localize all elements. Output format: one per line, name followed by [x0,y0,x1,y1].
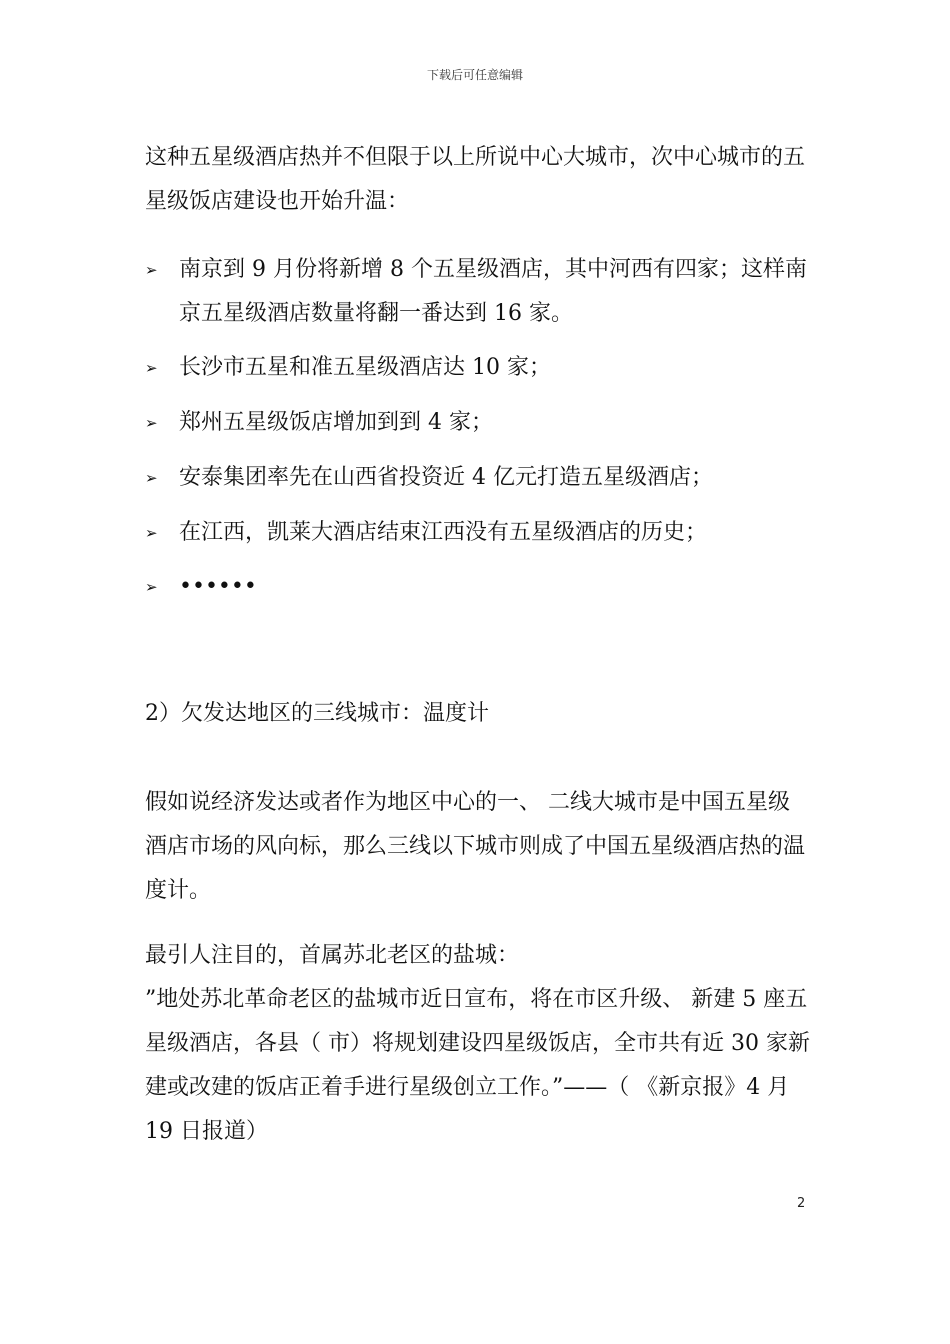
list-item [145,248,810,336]
list-item [145,565,810,609]
arrow-bullet-icon: ➢ [145,261,158,279]
body-paragraph: 假如说经济发达或者作为地区中心的一、 二线大城市是中国五星级酒店市场的风向标，那么三线以下城市则成了中国五星级酒店热的温度计。 [145,790,806,903]
page-header: 下载后可任意编辑 [426,68,523,82]
section-heading: 2）欠发达地区的三线城市：温度计 [145,701,489,726]
page-number: 2 [797,1196,806,1211]
arrow-bullet-icon: ➢ [145,524,158,542]
list-item-text: •••••• [179,574,257,599]
body-paragraph-lead: 最引人注目的，首属苏北老区的盐城： [145,943,520,968]
list-item [145,511,810,555]
list-item-text: 南京到 9 月份将新增 8 个五星级酒店，其中河西有四家；这样南京五星级酒店数量将翻一番达到 16 家。 [179,257,807,326]
list-item [145,456,810,500]
list-item [145,401,810,445]
list-item-text: 在江西，凯莱大酒店结束江西没有五星级酒店的历史； [179,520,708,545]
intro-paragraph: 这种五星级酒店热并不但限于以上所说中心大城市，次中心城市的五星级饭店建设也开始升温： [145,145,806,214]
quote-paragraph: ”地处苏北革命老区的盐城市近日宣布，将在市区升级、 新建 5 座五星级酒店，各县（ 市）将规划建设四星级饭店，全市共有近 30 家新建或改建的饭店正着手进行星级创立工作。”——（ 《新京报》4 月 19 日报道） [145,987,810,1144]
arrow-bullet-icon: ➢ [145,414,158,432]
arrow-bullet-icon: ➢ [145,578,158,596]
list-item [145,346,810,390]
arrow-bullet-icon: ➢ [145,359,158,377]
list-item-text: 郑州五星级饭店增加到到 4 家； [179,410,493,435]
list-item-text: 长沙市五星和准五星级酒店达 10 家； [179,355,551,380]
list-item-text: 安泰集团率先在山西省投资近 4 亿元打造五星级酒店； [179,465,713,490]
arrow-bullet-icon: ➢ [145,469,158,487]
